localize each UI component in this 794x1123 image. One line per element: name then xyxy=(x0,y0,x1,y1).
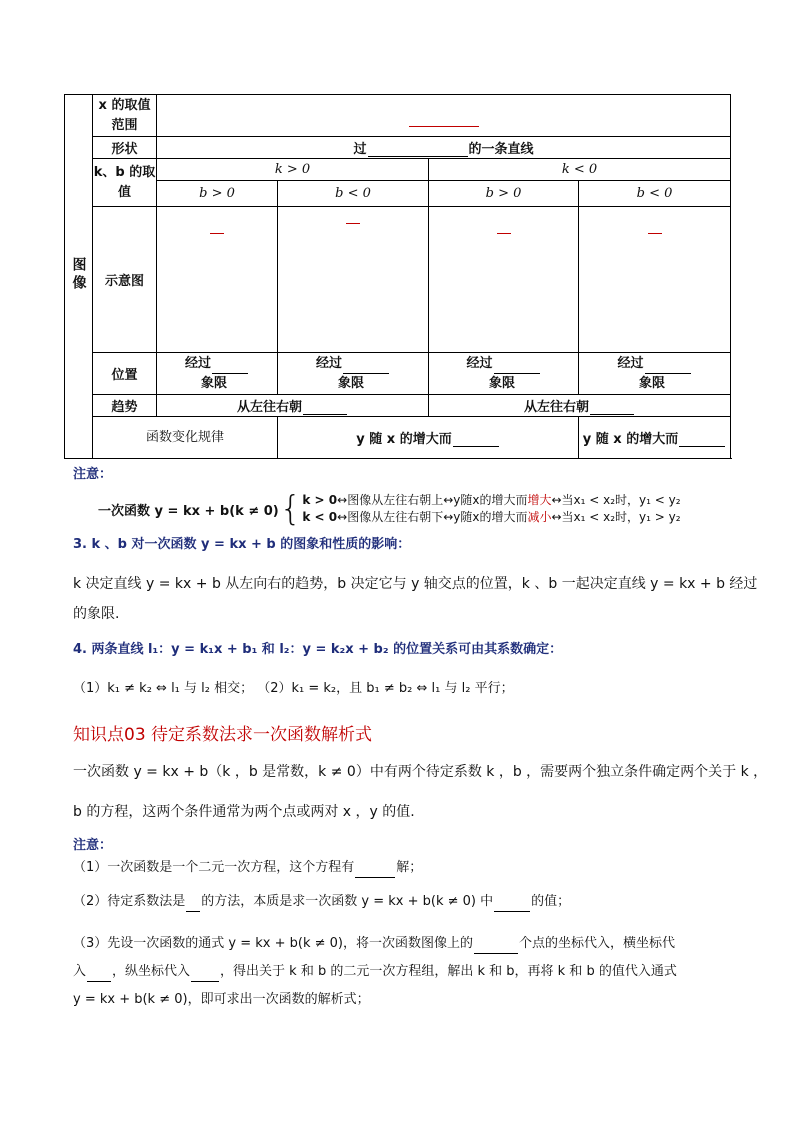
b-negative-2: b < 0 xyxy=(579,181,731,207)
b-positive-1: b > 0 xyxy=(157,181,278,207)
position-cell-3: 经过 象限 xyxy=(429,353,579,395)
section-4-heading: 4. 两条直线 l₁：y = k₁x + b₁ 和 l₂：y = k₂x + b₂ 的位置关系可由其系数确定： xyxy=(73,642,563,657)
shape-label: 形状 xyxy=(93,137,157,159)
knowledge-point-03-title: 知识点03 待定系数法求一次函数解析式 xyxy=(73,725,373,745)
note-2-item-2: （2）待定系数法是 的方法，本质是求一次函数 y = kx + b(k ≠ 0) 中 的值； xyxy=(73,892,570,912)
section-3-heading: 3. k 、b 对一次函数 y = kx + b 的图象和性质的影响： xyxy=(73,537,411,552)
note-label-1: 注意： xyxy=(73,467,113,482)
shape-value: 过 的一条直线 xyxy=(157,137,731,159)
section-4-body: （1）k₁ ≠ k₂ ⇔ l₁ 与 l₂ 相交； （2）k₁ = k₂，且 b₁ ≠ b₂ ⇔ l₁ 与 l₂ 平行； xyxy=(73,681,514,696)
note-label-2: 注意： xyxy=(73,838,113,853)
position-cell-4: 经过 象限 xyxy=(579,353,731,395)
position-cell-1: 经过 象限 xyxy=(157,353,278,395)
intro-line-1: 一次函数 y = kx + b（k ，b 是常数，k ≠ 0）中有两个待定系数 k ，b ，需要两个独立条件确定两个关于 k ， xyxy=(73,764,768,780)
note-2-item-3-line-2: 入 ，纵坐标代入 ，得出关于 k 和 b 的二元一次方程组，解出 k 和 b，再将 k 和 b 的值代入通式 xyxy=(73,962,677,982)
k-positive: k > 0 xyxy=(157,159,429,181)
note-2-item-3-line-3: y = kx + b(k ≠ 0)，即可求出一次函数的解析式； xyxy=(73,992,370,1007)
trend-k-negative: 从左往右朝 xyxy=(429,395,731,417)
rule-k-negative: y 随 x 的增大而 xyxy=(579,417,731,459)
b-positive-2: b > 0 xyxy=(429,181,579,207)
diagram-cell-4 xyxy=(579,207,731,353)
b-negative-1: b < 0 xyxy=(278,181,429,207)
section-3-body-1: k 决定直线 y = kx + b 从左向右的趋势，b 决定它与 y 轴交点的位置，k 、b 一起决定直线 y = kx + b 经过 xyxy=(73,576,758,592)
image-row-label: 图像 xyxy=(65,95,93,459)
rule-k-positive: y 随 x 的增大而 xyxy=(278,417,579,459)
trend-k-positive: 从左往右朝 xyxy=(157,395,429,417)
diagram-label: 示意图 xyxy=(93,207,157,353)
func-change-label: 函数变化规律 xyxy=(93,417,278,459)
k-negative: k < 0 xyxy=(429,159,731,181)
trend-label: 趋势 xyxy=(93,395,157,417)
position-cell-2: 经过 象限 xyxy=(278,353,429,395)
note-1-formula: 一次函数 y = kx + b(k ≠ 0) { k > 0↔图像从左往右朝上↔y随x的增大而增大↔当x₁ < x₂时，y₁ < y₂ k < 0↔图像从左往右朝下↔y随x的增大而减小↔当x₁ < x₂时，y₁ > y₂ xyxy=(98,489,681,529)
note-1-line-1: k > 0↔图像从左往右朝上↔y随x的增大而增大↔当x₁ < x₂时，y₁ < y₂ xyxy=(302,493,681,507)
note-1-line-2: k < 0↔图像从左往右朝下↔y随x的增大而减小↔当x₁ < x₂时，y₁ > y₂ xyxy=(302,510,681,524)
diagram-cell-1 xyxy=(157,207,278,353)
note-2-item-3-line-1: （3）先设一次函数的通式 y = kx + b(k ≠ 0)，将一次函数图像上的 个点的坐标代入，横坐标代 xyxy=(73,934,675,954)
diagram-cell-2 xyxy=(278,207,429,353)
diagram-cell-3 xyxy=(429,207,579,353)
intro-line-2: b 的方程，这两个条件通常为两个点或两对 x ，y 的值. xyxy=(73,804,415,820)
x-range-value xyxy=(157,95,731,137)
x-range-label: x 的取值范围 xyxy=(93,95,157,137)
note-2-item-1: （1）一次函数是一个二元一次方程，这个方程有 解； xyxy=(73,858,422,878)
kb-label: k、b 的取值 xyxy=(93,159,157,207)
section-3-body-2: 的象限. xyxy=(73,606,120,622)
properties-table xyxy=(64,94,731,459)
position-label: 位置 xyxy=(93,353,157,395)
